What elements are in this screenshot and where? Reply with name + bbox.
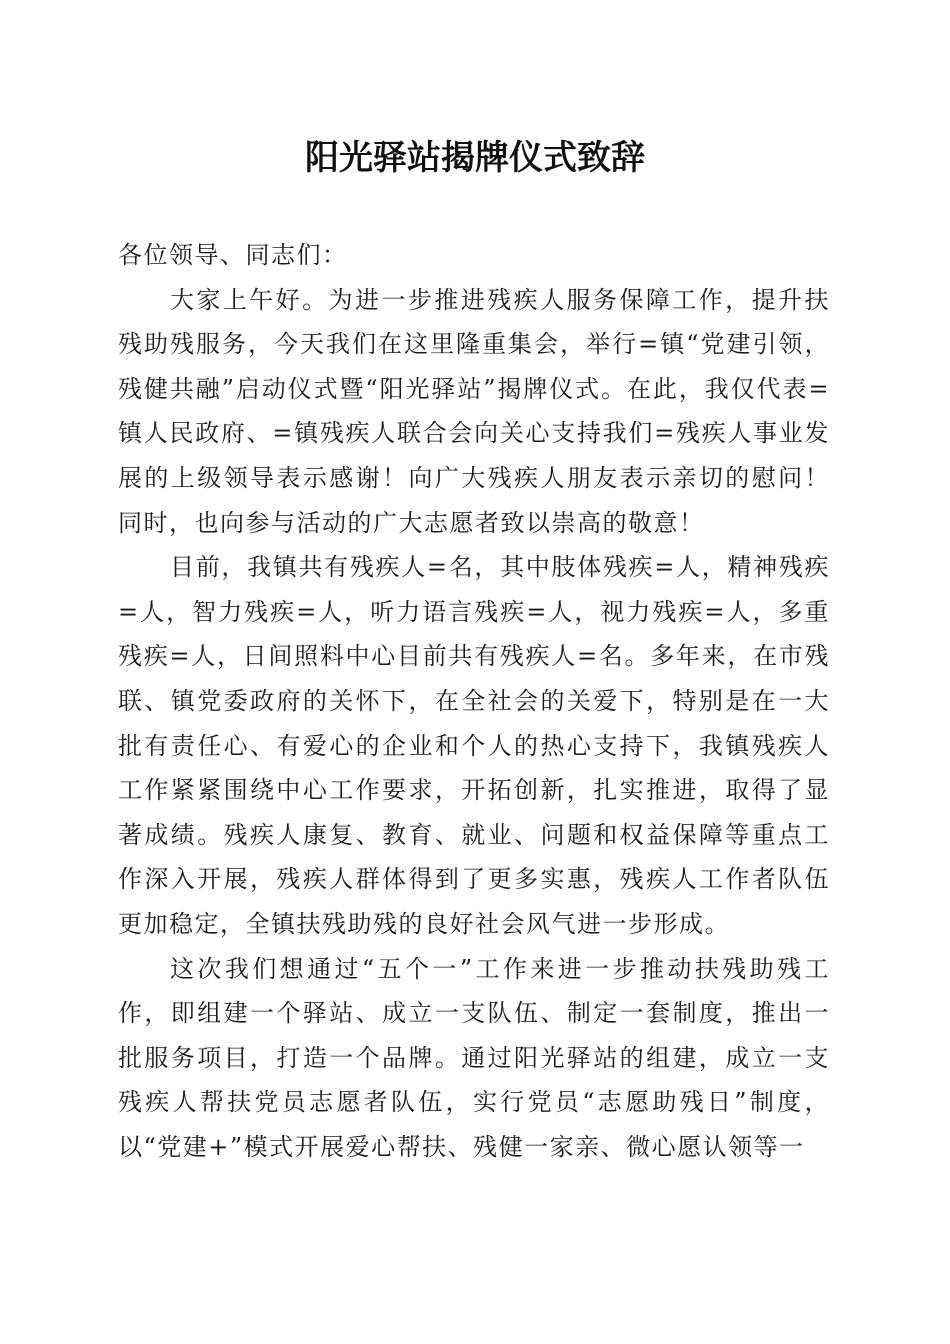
paragraph-five-ones: 这次我们想通过“五个一”工作来进一步推动扶残助残工作，即组建一个驿站、成立一支队伍、制定一套制度，推出一批服务项目，打造一个品牌。通过阳光驿站的组建，成立一支残疾人帮扶党员志愿者队伍，实行党员“志愿助残日”制度，以“党建+”模式开展爱心帮扶、残健一家亲、微心愿认领等一 bbox=[118, 954, 830, 1161]
paragraph-current-status: 目前，我镇共有残疾人=名，其中肢体残疾=人，精神残疾=人，智力残疾=人，听力语言残疾=人，视力残疾=人，多重残疾=人，日间照料中心目前共有残疾人=名。多年来，在市残联、镇党委政府的关怀下，在全社会的关爱下，特别是在一大批有责任心、有爱心的企业和个人的热心支持下，我镇残疾人工作紧紧围绕中心工作要求，开拓创新，扎实推进，取得了显著成绩。残疾人康复、教育、就业、问题和权益保障等重点工作深入开展，残疾人群体得到了更多实惠，残疾人工作者队伍更加稳定，全镇扶残助残的良好社会风气进一步形成。 bbox=[118, 553, 830, 938]
document-body bbox=[118, 233, 830, 1169]
document-title: 阳光驿站揭牌仪式致辞 bbox=[305, 138, 645, 178]
salutation: 各位领导、同志们： bbox=[118, 241, 348, 269]
paragraph-opening: 大家上午好。为进一步推进残疾人服务保障工作，提升扶残助残服务，今天我们在这里隆重集会，举行=镇“党建引领，残健共融”启动仪式暨“阳光驿站”揭牌仪式。在此，我仅代表=镇人民政府、=镇残疾人联合会向关心支持我们=残疾人事业发展的上级领导表示感谢！向广大残疾人朋友表示亲切的慰问！同时，也向参与活动的广大志愿者致以崇高的敬意！ bbox=[118, 285, 830, 537]
